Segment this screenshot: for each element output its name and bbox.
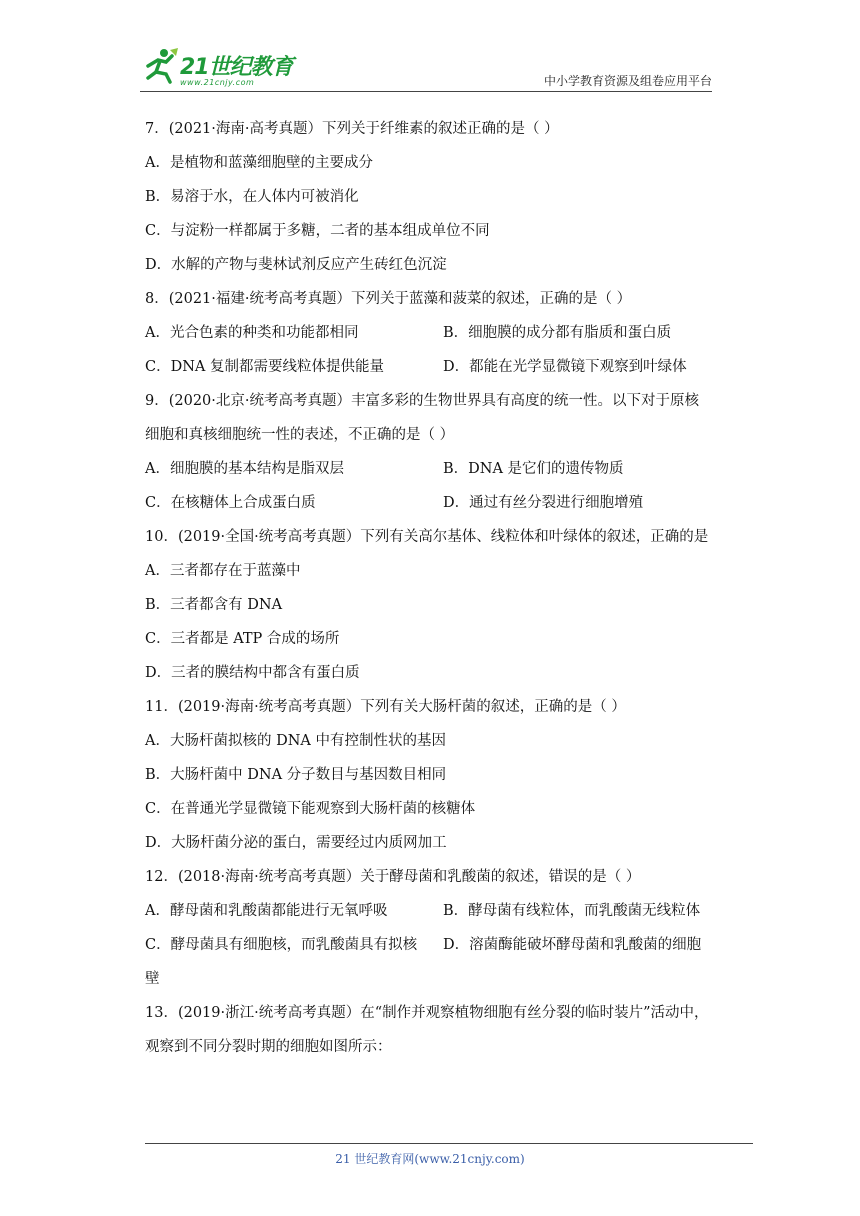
question-8-options-ab — [145, 316, 720, 350]
question-11-option-b: B．大肠杆菌中 DNA 分子数目与基因数目相同 — [145, 767, 447, 783]
site-logo[interactable] — [140, 46, 310, 92]
platform-label: 中小学教育资源及组卷应用平台 — [543, 74, 712, 88]
question-12-options-ab — [145, 894, 720, 928]
question-10-option-a: A．三者都存在于蓝藻中 — [145, 563, 301, 579]
question-8-option-a: A．光合色素的种类和功能都相同 — [145, 325, 359, 341]
question-7-stem: 7．(2021·海南·高考真题）下列关于纤维素的叙述正确的是（ ） — [145, 121, 559, 137]
question-7-option-c: C．与淀粉一样都属于多糖，二者的基本组成单位不同 — [145, 223, 490, 239]
question-8-option-d: D．都能在光学显微镜下观察到叶绿体 — [443, 359, 687, 375]
question-9-option-c: C．在核糖体上合成蛋白质 — [145, 495, 316, 511]
question-10-option-d: D．三者的膜结构中都含有蛋白质 — [145, 665, 360, 681]
question-11-option-a: A．大肠杆菌拟核的 DNA 中有控制性状的基因 — [145, 733, 446, 749]
question-9-stem-line1: 9．(2020·北京·统考高考真题）丰富多彩的生物世界具有高度的统一性。以下对于原核 — [145, 393, 699, 409]
question-13-stem-line2: 观察到不同分裂时期的细胞如图所示： — [145, 1039, 392, 1055]
question-9-options-cd — [145, 486, 720, 520]
question-7-option-d: D．水解的产物与斐林试剂反应产生砖红色沉淀 — [145, 257, 447, 273]
question-9-option-a: A．细胞膜的基本结构是脂双层 — [145, 461, 344, 477]
question-list — [145, 112, 720, 1064]
question-12-options-cd — [145, 928, 720, 962]
question-10-option-b: B．三者都含有 DNA — [145, 597, 283, 613]
question-12-option-d-wrap: 壁 — [145, 971, 160, 987]
logo-text: 21世纪教育 — [180, 55, 293, 80]
question-12-option-d: D．溶菌酶能破坏酵母菌和乳酸菌的细胞 — [443, 937, 702, 953]
footer-link[interactable]: 21 世纪教育网(www.21cnjy.com) — [335, 1152, 525, 1166]
question-8-options-cd — [145, 350, 720, 384]
header-divider — [140, 91, 712, 92]
question-13-stem-line1: 13．(2019·浙江·统考高考真题）在“制作并观察植物细胞有丝分裂的临时装片”活动中， — [145, 1005, 709, 1021]
logo-url: www.21cnjy.com — [180, 78, 255, 87]
question-12-option-a: A．酵母菌和乳酸菌都能进行无氧呼吸 — [145, 903, 388, 919]
question-12-stem: 12．(2018·海南·统考高考真题）关于酵母菌和乳酸菌的叙述，错误的是（ ） — [145, 869, 641, 885]
question-7-option-b: B．易溶于水，在人体内可被消化 — [145, 189, 359, 205]
question-11-option-c: C．在普通光学显微镜下能观察到大肠杆菌的核糖体 — [145, 801, 476, 817]
question-8-stem: 8．(2021·福建·统考高考真题）下列关于蓝藻和菠菜的叙述，正确的是（ ） — [145, 291, 632, 307]
question-8-option-c: C．DNA 复制都需要线粒体提供能量 — [145, 359, 384, 375]
question-9-option-b: B．DNA 是它们的遗传物质 — [443, 461, 624, 477]
question-9-stem-line2: 细胞和真核细胞统一性的表述，不正确的是（ ） — [145, 427, 455, 443]
question-10-option-c: C．三者都是 ATP 合成的场所 — [145, 631, 340, 647]
question-11-option-d: D．大肠杆菌分泌的蛋白，需要经过内质网加工 — [145, 835, 447, 851]
question-8-option-b: B．细胞膜的成分都有脂质和蛋白质 — [443, 325, 672, 341]
footer-divider — [145, 1143, 753, 1144]
question-7-option-a: A．是植物和蓝藻细胞壁的主要成分 — [145, 155, 373, 171]
question-9-options-ab — [145, 452, 720, 486]
runner-logo-icon — [140, 46, 180, 86]
question-9-option-d: D．通过有丝分裂进行细胞增殖 — [443, 495, 644, 511]
question-12-option-c: C．酵母菌具有细胞核，而乳酸菌具有拟核 — [145, 937, 418, 953]
question-11-stem: 11．(2019·海南·统考高考真题）下列有关大肠杆菌的叙述，正确的是（ ） — [145, 699, 626, 715]
question-12-option-b: B．酵母菌有线粒体，而乳酸菌无线粒体 — [443, 903, 701, 919]
question-10-stem: 10．(2019·全国·统考高考真题）下列有关高尔基体、线粒体和叶绿体的叙述，正确的是 — [145, 529, 709, 545]
page-header — [140, 38, 712, 94]
